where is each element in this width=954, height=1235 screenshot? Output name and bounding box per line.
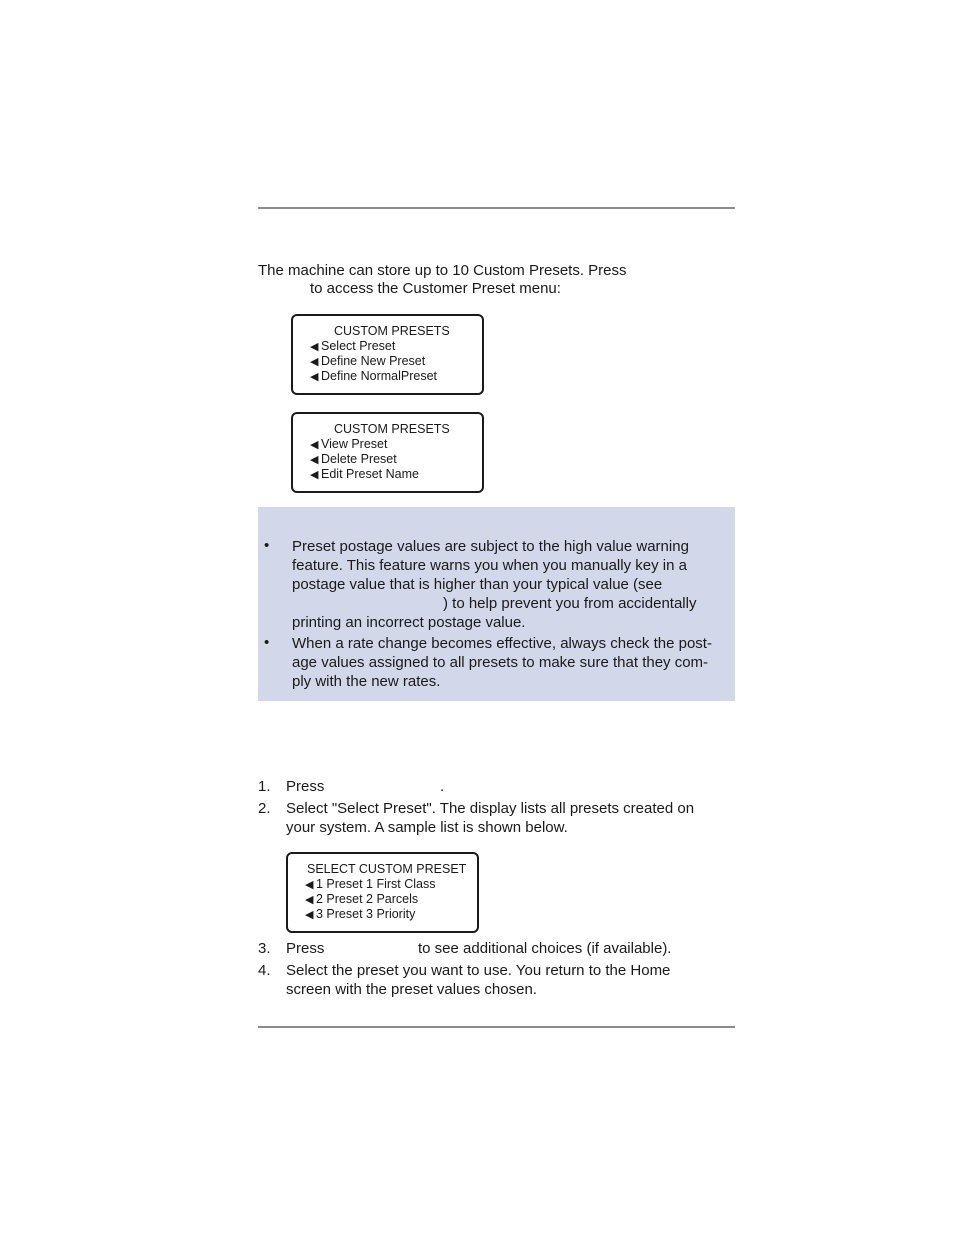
bottom-rule [258,1026,735,1028]
bullet-icon: • [264,634,270,651]
intro-line-2: to access the Customer Preset menu: [310,280,561,297]
left-arrow-icon: ◀ [305,879,314,891]
left-arrow-icon: ◀ [310,454,319,466]
lcd-option-preset-3[interactable]: ◀ 3 Preset 3 Priority [305,907,416,921]
left-arrow-icon: ◀ [310,356,319,368]
lcd-option-preset-2[interactable]: ◀ 2 Preset 2 Parcels [305,892,419,906]
left-arrow-icon: ◀ [305,909,314,921]
lcd-custom-presets-2 [291,412,484,493]
lcd-option-define-normal-preset[interactable]: ◀ Define NormalPreset [310,369,438,383]
lcd-custom-presets-1 [291,314,484,395]
lcd-select-custom-preset [286,852,479,933]
left-arrow-icon: ◀ [310,439,319,451]
lcd-title: CUSTOM PRESETS [334,422,450,436]
lcd-option-edit-preset-name[interactable]: ◀ Edit Preset Name [310,467,419,481]
lcd-title: SELECT CUSTOM PRESET [307,862,467,876]
note-bullet-2: When a rate change becomes effective, always check the post- age values assigned to all presets to make sure that they com- ply with the new rates. [292,635,712,690]
left-arrow-icon: ◀ [310,341,319,353]
left-arrow-icon: ◀ [310,371,319,383]
lcd-option-preset-1[interactable]: ◀ 1 Preset 1 First Class [305,877,436,891]
bullet-icon: • [264,537,270,554]
lcd-option-define-new-preset[interactable]: ◀ Define New Preset [310,354,426,368]
lcd-option-select-preset[interactable]: ◀ Select Preset [310,339,396,353]
lcd-option-delete-preset[interactable]: ◀ Delete Preset [310,452,397,466]
note-bullet-1: Preset postage values are subject to the high value warning feature. This feature warns you when you manually key in a postage value that is higher than your typical value (see ) to help prevent you from accidentally printing an incorrect postage value. [292,538,697,631]
left-arrow-icon: ◀ [305,894,314,906]
lcd-option-view-preset[interactable]: ◀ View Preset [310,437,388,451]
left-arrow-icon: ◀ [310,469,319,481]
lcd-title: CUSTOM PRESETS [334,324,450,338]
intro-line-1: The machine can store up to 10 Custom Presets. Press [258,262,627,279]
top-rule [258,207,735,209]
note-box [258,507,735,701]
